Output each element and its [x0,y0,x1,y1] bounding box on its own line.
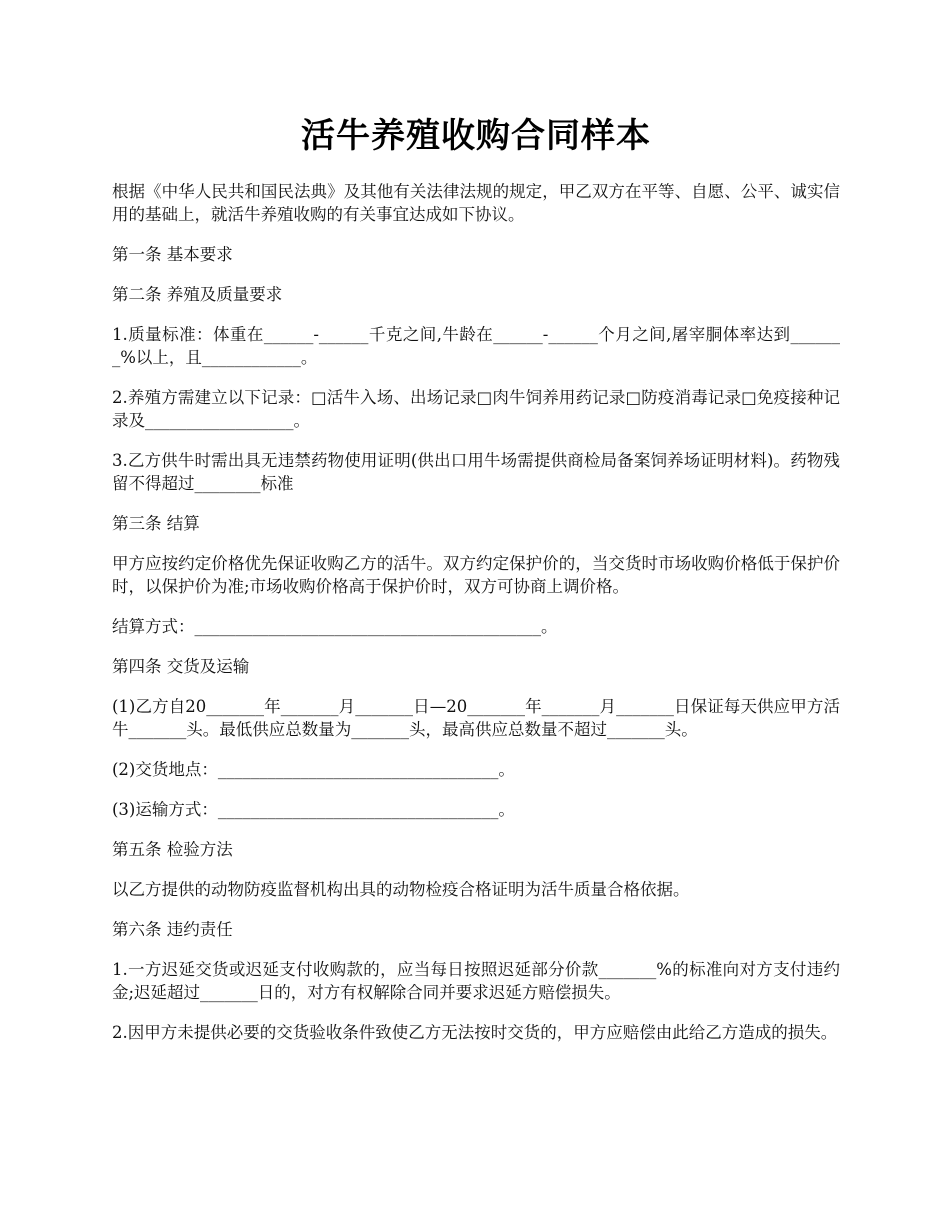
article-4-heading: 第四条 交货及运输 [112,657,250,676]
inspection-clause: 以乙方提供的动物防疫监督机构出具的动物检疫合格证明为活牛质量合格依据。 [112,880,690,899]
document-title: 活牛养殖收购合同样本 [301,116,651,156]
delivery-location: (2)交货地点：__________________________________。 [112,760,515,779]
transport-method: (3)运输方式：__________________________________。 [112,800,515,819]
party-a-liability-clause: 2.因甲方未提供必要的交货验收条件致使乙方无法按时交货的，甲方应赔偿由此给乙方造成的损失。 [112,1023,838,1042]
delay-penalty-clause: 1.一方迟延交货或迟延支付收购款的，应当每日按照迟延部分价款_______%的标准向对方支付违约金;迟延超过_______日的，对方有权解除合同并要求迟延方赔偿损失。 [112,960,840,1002]
price-clause: 甲方应按约定价格优先保证收购乙方的活牛。双方约定保护价的，当交货时市场收购价格低于保护价时，以保护价为准;市场收购价格高于保护价时，双方可协商上调价格。 [112,554,840,596]
article-5-heading: 第五条 检验方法 [112,840,233,859]
document-page [112,112,840,1044]
article-2-heading: 第二条 养殖及质量要求 [112,285,283,304]
supply-period-clause: (1)乙方自20_______年_______月_______日—20_______年_______月_______日保证每天供应甲方活牛_______头。最低供应总数量为_______头，最高供应总数量不超过_______头。 [112,697,840,739]
drug-certificate-clause: 3.乙方供牛时需出具无违禁药物使用证明(供出口用牛场需提供商检局备案饲养场证明材料)。药物残留不得超过________标准 [112,451,840,493]
settlement-method: 结算方式：__________________________________________。 [112,617,558,636]
records-clause: 2.养殖方需建立以下记录：□活牛入场、出场记录□肉牛饲养用药记录□防疫消毒记录□免疫接种记录及__________________。 [112,388,840,430]
intro-paragraph: 根据《中华人民共和国民法典》及其他有关法律法规的规定，甲乙双方在平等、自愿、公平、诚实信用的基础上，就活牛养殖收购的有关事宜达成如下协议。 [112,182,840,224]
quality-standard-clause: 1.质量标准：体重在______-______千克之间,牛龄在______-______个月之间,屠宰胴体率达到_______%以上，且____________。 [112,325,840,367]
article-6-heading: 第六条 违约责任 [112,920,233,939]
article-3-heading: 第三条 结算 [112,514,200,533]
article-1-heading: 第一条 基本要求 [112,245,233,264]
